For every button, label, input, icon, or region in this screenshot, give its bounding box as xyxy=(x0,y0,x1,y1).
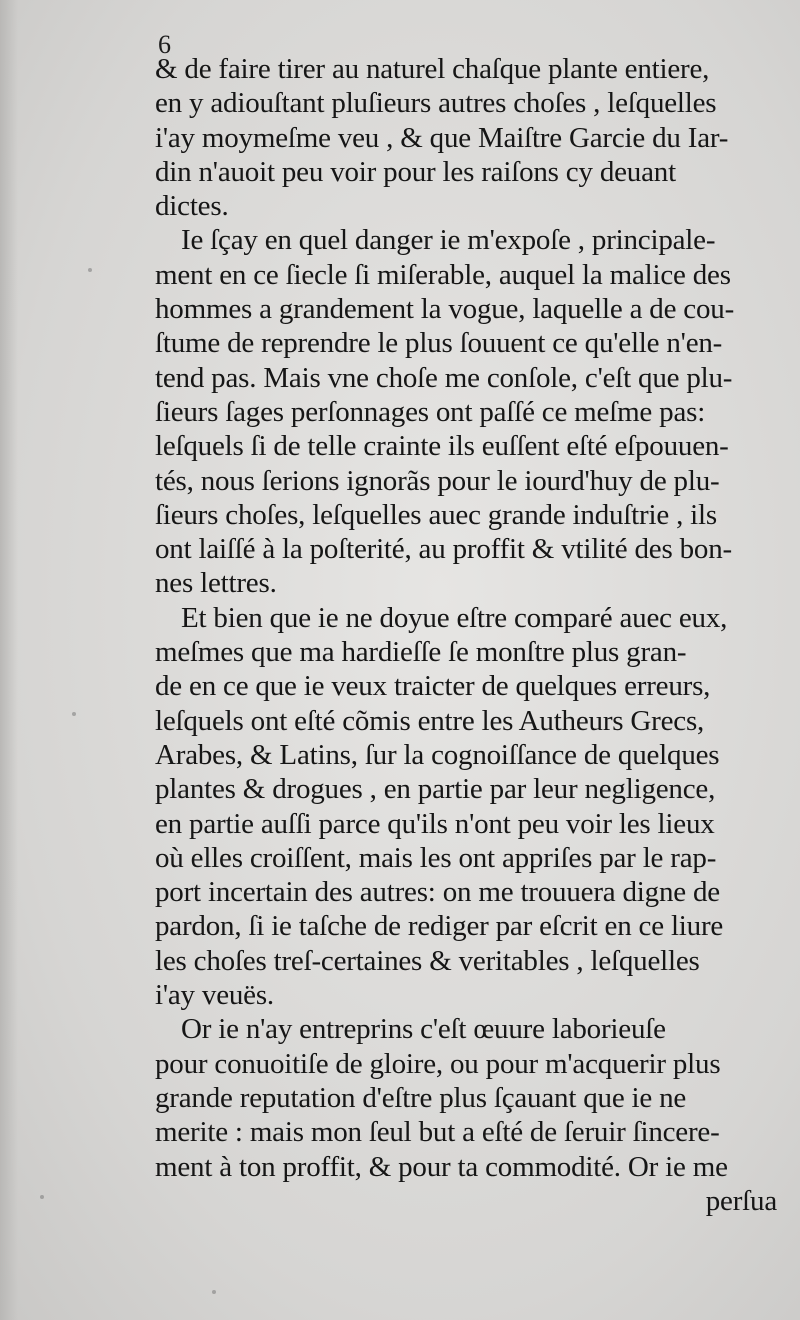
text-line: din n'auoit peu voir pour les raiſons cy deuant xyxy=(155,155,676,188)
text-line: ſieurs ſages perſonnages ont paſſé ce meſme pas: xyxy=(155,395,706,428)
text-line: & de faire tirer au naturel chaſque plante entiere, xyxy=(155,53,710,85)
text-line: ment en ce ſiecle ſi miſerable, auquel la malice des xyxy=(155,258,731,291)
paper-speck xyxy=(88,268,92,272)
text-line: tend pas. Mais vne choſe me conſole, c'eſt que plu- xyxy=(155,361,733,394)
text-line: ſtume de reprendre le plus ſouuent ce qu'elle n'en- xyxy=(155,327,723,360)
text-line: ont laiſſé à la poſterité, au proffit & vtilité des bon- xyxy=(155,533,732,566)
paper-speck xyxy=(72,712,76,716)
text-line: en y adiouſtant pluſieurs autres choſes , leſquelles xyxy=(155,87,717,120)
text-line: en partie auſſi parce qu'ils n'ont peu voir les lieux xyxy=(155,807,715,840)
text-line: merite : mais mon ſeul but a eſté de ſeruir ſincere- xyxy=(155,1116,720,1149)
paragraph-start-line: Et bien que ie ne doyue eſtre comparé auec eux, xyxy=(181,601,728,634)
text-line: tés, nous ſerions ignorãs pour le iourd'huy de plu- xyxy=(155,464,720,497)
page-text-block xyxy=(155,52,783,1218)
page-number: 6 xyxy=(158,30,171,59)
text-line: dictes. xyxy=(155,190,229,223)
text-line: i'ay moymeſme veu , & que Maiſtre Garcie du Iar- xyxy=(155,121,729,154)
text-line: les choſes treſ-certaines & veritables , leſquelles xyxy=(155,944,700,977)
text-line: pour conuoitiſe de gloire, ou pour m'acquerir plus xyxy=(155,1047,721,1080)
text-line: leſquels ont eſté cõmis entre les Autheurs Grecs, xyxy=(155,704,705,737)
text-line: i'ay veuës. xyxy=(155,979,274,1012)
page-edge-shadow xyxy=(0,0,18,1320)
text-line: pardon, ſi ie taſche de rediger par eſcrit en ce liure xyxy=(155,910,724,943)
text-line: meſmes que ma hardieſſe ſe monſtre plus gran- xyxy=(155,636,687,669)
text-line: Arabes, & Latins, ſur la cognoiſſance de quelques xyxy=(155,738,720,771)
catchword: perſua xyxy=(705,1184,777,1217)
text-line: grande reputation d'eſtre plus ſçauant que ie ne xyxy=(155,1081,687,1114)
text-line: hommes a grandement la vogue, laquelle a de cou- xyxy=(155,293,735,326)
paper-speck xyxy=(212,1290,216,1294)
paragraph-start-line: Ie ſçay en quel danger ie m'expoſe , principale- xyxy=(181,224,716,257)
text-line: ſieurs choſes, leſquelles auec grande induſtrie , ils xyxy=(155,498,717,531)
text-line: plantes & drogues , en partie par leur negligence, xyxy=(155,773,716,806)
text-line: de en ce que ie veux traicter de quelques erreurs, xyxy=(155,670,711,703)
text-line: leſquels ſi de telle crainte ils euſſent eſté eſpouuen- xyxy=(155,430,729,463)
paper-speck xyxy=(40,1195,44,1199)
text-line: nes lettres. xyxy=(155,567,277,600)
text-line: ment à ton proffit, & pour ta commodité. Or ie me xyxy=(155,1150,728,1183)
text-line: où elles croiſſent, mais les ont appriſes par le rap- xyxy=(155,841,717,874)
paragraph-start-line: Or ie n'ay entreprins c'eſt œuure laborieuſe xyxy=(181,1013,666,1046)
text-line: port incertain des autres: on me trouuera digne de xyxy=(155,876,720,909)
